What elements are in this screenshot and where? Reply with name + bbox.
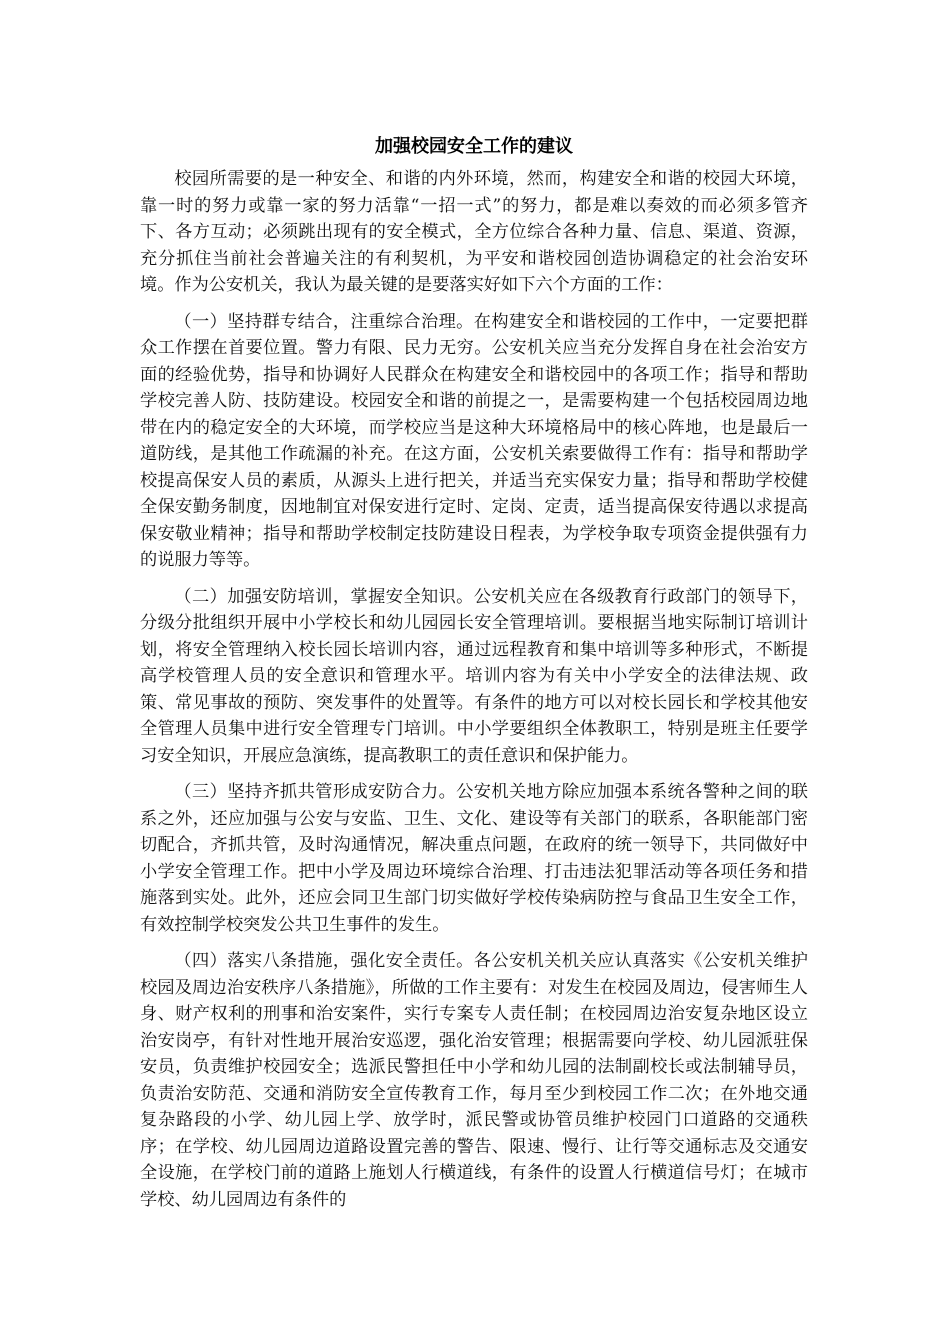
document-page bbox=[140, 120, 808, 1223]
document-title: 加强校园安全工作的建议 bbox=[375, 136, 573, 157]
paragraph-section-1: （一）坚持群专结合，注重综合治理。在构建安全和谐校园的工作中，一定要把群众工作摆在首要位置。警力有限、民力无穷。公安机关应当充分发挥自身在社会治安方面的经验优势，指导和协调好人民群众在构建安全和谐校园中的各项工作；指导和帮助学校完善人防、技防建设。校园安全和谐的前提之一，是需要构建一个包括校园周边地带在内的稳定安全的大环境，而学校应当是这种大环境格局中的核心阵地，也是最后一道防线，是其他工作疏漏的补充。在这方面，公安机关索要做得工作有：指导和帮助学校提高保安人员的素质，从源头上进行把关，并适当充实保安力量；指导和帮助学校健全保安勤务制度，因地制宜对保安进行定时、定岗、定责，适当提高保安待遇以求提高保安敬业精神；指导和帮助学校制定技防建设日程表，为学校争取专项资金提供强有力的说服力等等。 bbox=[140, 311, 808, 570]
paragraph-intro: 校园所需要的是一种安全、和谐的内外环境，然而，构建安全和谐的校园大环境，靠一时的努力或靠一家的努力活靠“一招一式”的努力，都是难以奏效的而必须多管齐下、各方互动；必须跳出现有的安全模式，全方位综合各种力量、信息、渠道、资源，充分抓住当前社会普遍关注的有利契机，为平安和谐校园创造协调稳定的社会治安环境。作为公安机关，我认为最关键的是要落实好如下六个方面的工作： bbox=[140, 169, 808, 295]
paragraph-section-2: （二）加强安防培训，掌握安全知识。公安机关应在各级教育行政部门的领导下，分级分批组织开展中小学校长和幼儿园园长安全管理培训。要根据当地实际制订培训计划，将安全管理纳入校长园长培训内容，通过远程教育和集中培训等多种形式，不断提高学校管理人员的安全意识和管理水平。培训内容为有关中小学安全的法律法规、政策、常见事故的预防、突发事件的处置等。有条件的地方可以对校长园长和学校其他安全管理人员集中进行安全管理专门培训。中小学要组织全体教职工，特别是班主任要学习安全知识，开展应急演练，提高教职工的责任意识和保护能力。 bbox=[140, 586, 808, 766]
paragraph-section-3: （三）坚持齐抓共管形成安防合力。公安机关地方除应加强本系统各警种之间的联系之外，还应加强与公安与安监、卫生、文化、建设等有关部门的联系，各职能部门密切配合，齐抓共管，及时沟通情况，解决重点问题，在政府的统一领导下，共同做好中小学安全管理工作。把中小学及周边环境综合治理、打击违法犯罪活动等各项任务和措施落到实处。此外，还应会同卫生部门切实做好学校传染病防控与食品卫生安全工作，有效控制学校突发公共卫生事件的发生。 bbox=[140, 782, 808, 935]
paragraph-section-4: （四）落实八条措施，强化安全责任。各公安机关机关应认真落实《公安机关维护校园及周边治安秩序八条措施》，所做的工作主要有：对发生在校园及周边，侵害师生人身、财产权利的刑事和治安案件，实行专案专人责任制；在校园周边治安复杂地区设立治安岗亭，有针对性地开展治安巡逻，强化治安管理；根据需要向学校、幼儿园派驻保安员，负责维护校园安全；选派民警担任中小学和幼儿园的法制副校长或法制辅导员，负责治安防范、交通和消防安全宣传教育工作，每月至少到校园工作二次；在外地交通复杂路段的小学、幼儿园上学、放学时，派民警或协管员维护校园门口道路的交通秩序；在学校、幼儿园周边道路设置完善的警告、限速、慢行、让行等交通标志及交通安全设施，在学校门前的道路上施划人行横道线，有条件的设置人行横道信号灯；在城市学校、幼儿园周边有条件的 bbox=[140, 951, 808, 1210]
